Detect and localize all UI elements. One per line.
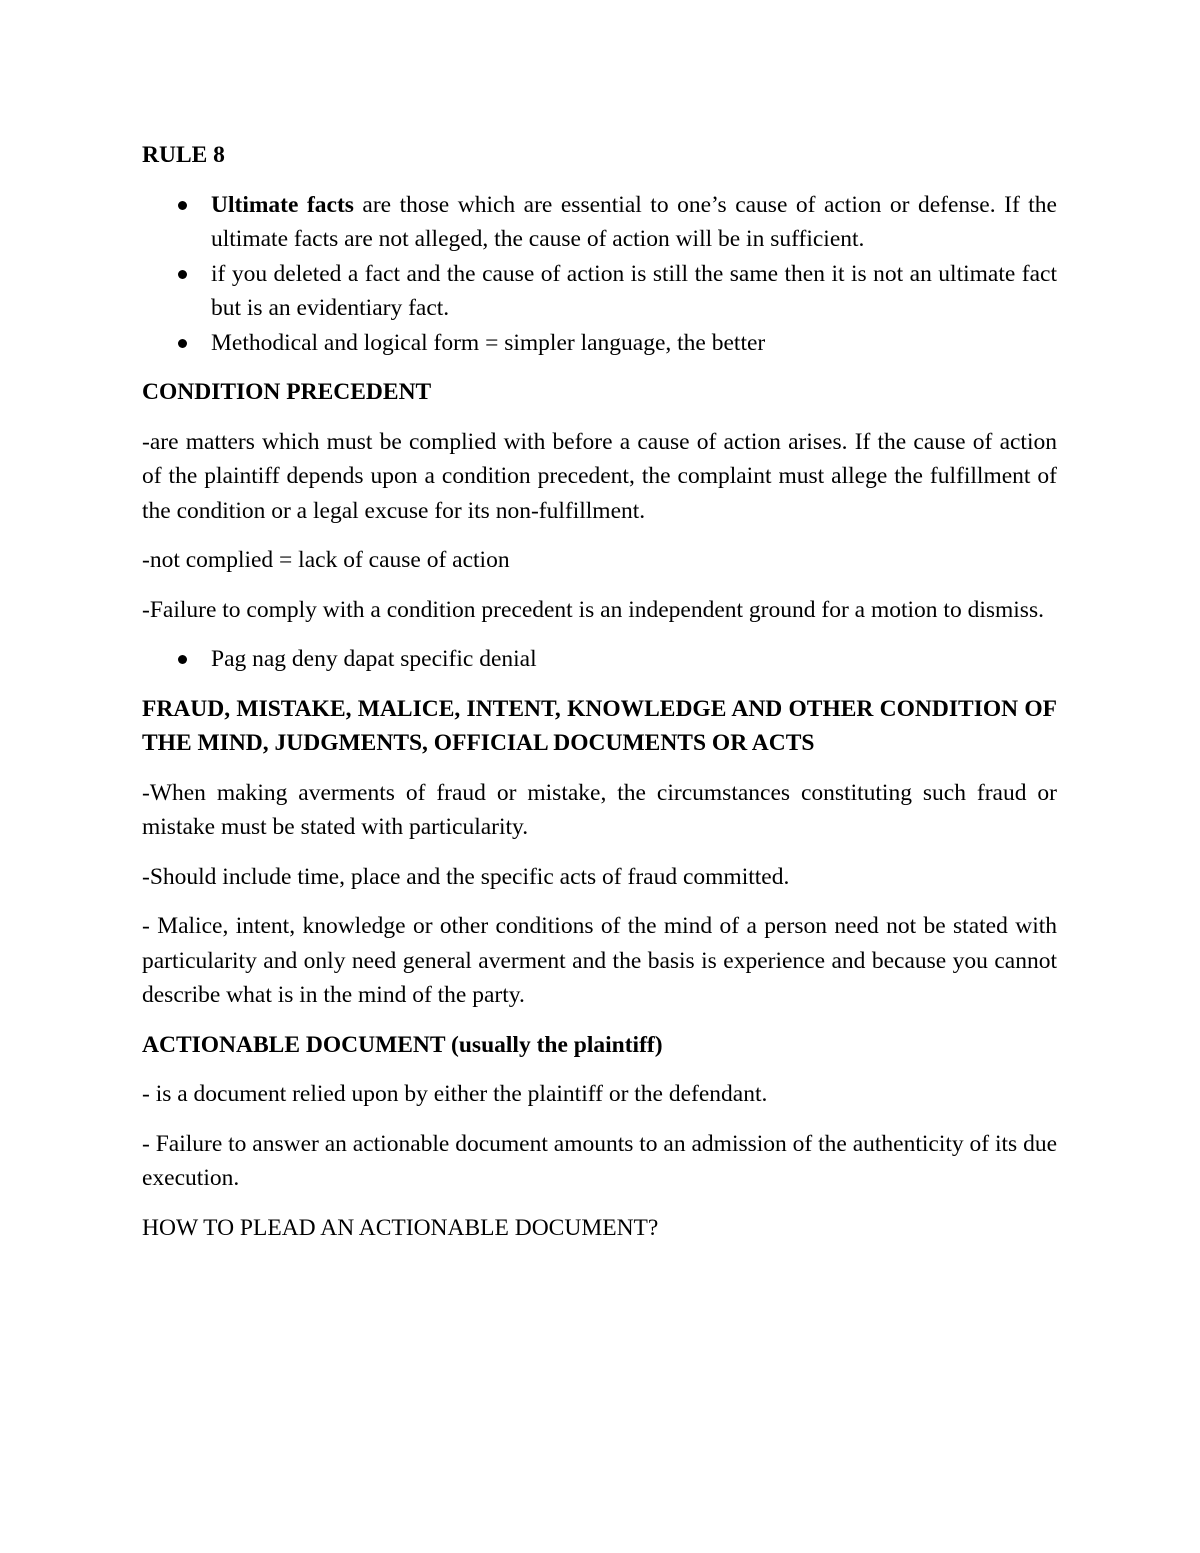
paragraph: -are matters which must be complied with before a cause of action arises. If the cause of action of the plaintiff depends upon a condition precedent, the complaint must allege the fulfillment of the condition or a legal excuse for its non-fulfillment. xyxy=(142,428,1057,524)
paragraph: -not complied = lack of cause of action xyxy=(142,547,510,573)
condition-precedent-heading: CONDITION PRECEDENT xyxy=(142,379,432,405)
list-item-text: are those which are essential to one’s cause of action or defense. If the ultimate facts are not alleged, the cause of action will be in sufficient. xyxy=(211,191,1057,252)
bullet-icon xyxy=(178,655,187,664)
actionable-document-note: (usually the plaintiff) xyxy=(445,1031,663,1058)
list-item xyxy=(142,326,1057,361)
paragraph: -When making averments of fraud or mistake, the circumstances constituting such fraud or mistake must be stated with particularity. xyxy=(142,779,1057,840)
list-item xyxy=(142,642,1057,677)
list-item-text: Pag nag deny dapat specific denial xyxy=(211,646,537,672)
paragraph: - Failure to answer an actionable document amounts to an admission of the authenticity of its due execution. xyxy=(142,1130,1057,1191)
actionable-document-heading xyxy=(142,1028,1057,1063)
paragraph: - is a document relied upon by either the plaintiff or the defendant. xyxy=(142,1081,768,1107)
fraud-heading: FRAUD, MISTAKE, MALICE, INTENT, KNOWLEDGE AND OTHER CONDITION OF THE MIND, JUDGMENTS, OFFICIAL DOCUMENTS OR ACTS xyxy=(142,695,1057,756)
how-to-plead-heading: HOW TO PLEAD AN ACTIONABLE DOCUMENT? xyxy=(142,1214,659,1241)
condition-precedent-bullet-list xyxy=(142,642,1057,677)
paragraph: -Failure to comply with a condition precedent is an independent ground for a motion to dismiss. xyxy=(142,596,1044,623)
rule-8-bullet-list xyxy=(142,188,1057,361)
actionable-document-title: ACTIONABLE DOCUMENT xyxy=(142,1031,446,1058)
list-item xyxy=(142,188,1057,257)
document-page xyxy=(142,138,1057,1260)
paragraph: -Should include time, place and the specific acts of fraud committed. xyxy=(142,863,790,890)
rule-8-heading: RULE 8 xyxy=(142,142,225,168)
bullet-icon xyxy=(178,270,187,279)
paragraph: - Malice, intent, knowledge or other conditions of the mind of a person need not be stated with particularity and only need general averment and the basis is experience and because you cannot describe what is in the mind of the party. xyxy=(142,913,1057,1008)
ultimate-facts-term: Ultimate facts xyxy=(211,191,354,218)
bullet-icon xyxy=(178,339,187,348)
bullet-icon xyxy=(178,201,187,210)
list-item xyxy=(142,257,1057,326)
list-item-text: Methodical and logical form = simpler language, the better xyxy=(211,329,766,356)
list-item-text: if you deleted a fact and the cause of action is still the same then it is not an ultimate fact but is an evidentiary fact. xyxy=(211,260,1057,321)
